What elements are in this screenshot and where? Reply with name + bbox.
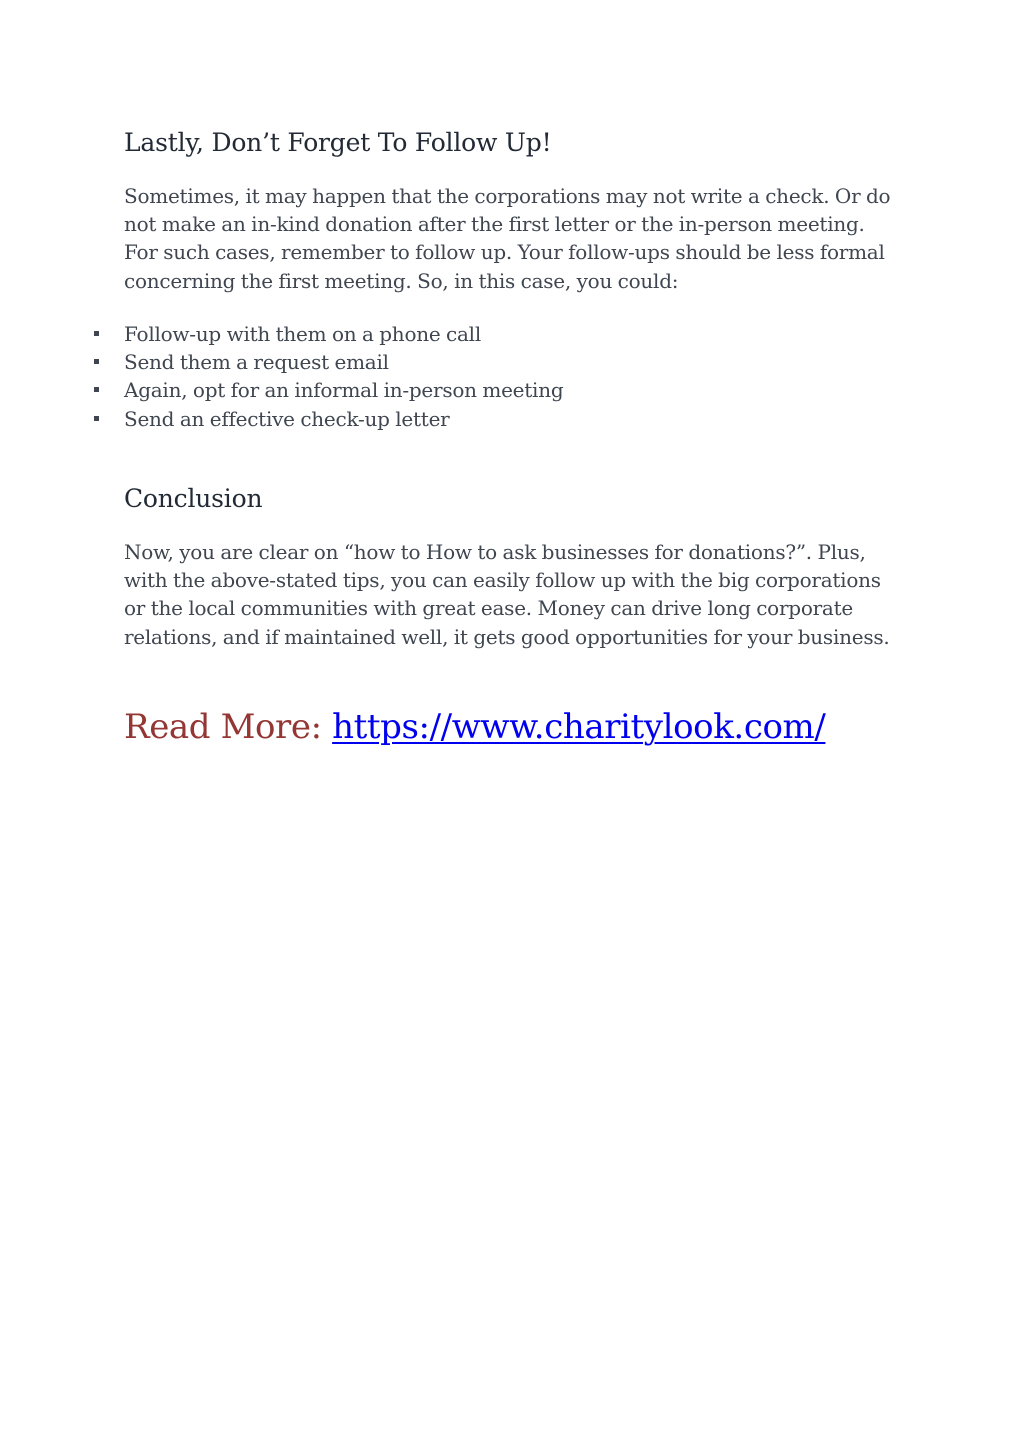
list-item	[124, 348, 884, 376]
follow-up-bullet-list	[124, 320, 884, 433]
square-bullet-icon	[94, 331, 99, 336]
square-bullet-icon	[94, 387, 99, 392]
list-item-text: Send them a request email	[124, 350, 389, 375]
square-bullet-icon	[94, 359, 99, 364]
follow-up-heading: Lastly, Don’t Forget To Follow Up!	[124, 128, 552, 157]
list-item-text: Follow-up with them on a phone call	[124, 322, 481, 346]
list-item	[124, 376, 884, 404]
follow-up-paragraph: Sometimes, it may happen that the corporations may not write a check. Or do not make an in-kind donation after the first letter or the in-person meeting. For such cases, remember to follow up. Your follow-ups should be less formal concerning the first meeting. So, in this case, you could:	[124, 184, 891, 293]
conclusion-heading: Conclusion	[124, 484, 263, 513]
list-item-text: Send an effective check-up letter	[124, 406, 450, 431]
list-item	[124, 320, 884, 348]
read-more-line	[124, 704, 825, 750]
list-item-text: Again, opt for an informal in-person meeting	[124, 378, 564, 403]
square-bullet-icon	[94, 416, 99, 421]
list-item	[124, 405, 884, 433]
conclusion-paragraph: Now, you are clear on “how to How to ask businesses for donations?”. Plus, with the above-stated tips, you can easily follow up with the big corporations or the local communities with great ease. Money can drive long corporate relations, and if maintained well, it gets good opportunities for your business.	[124, 540, 890, 649]
read-more-label: Read More:	[124, 707, 322, 747]
charitylook-link[interactable]: https://www.charitylook.com/	[332, 707, 826, 747]
